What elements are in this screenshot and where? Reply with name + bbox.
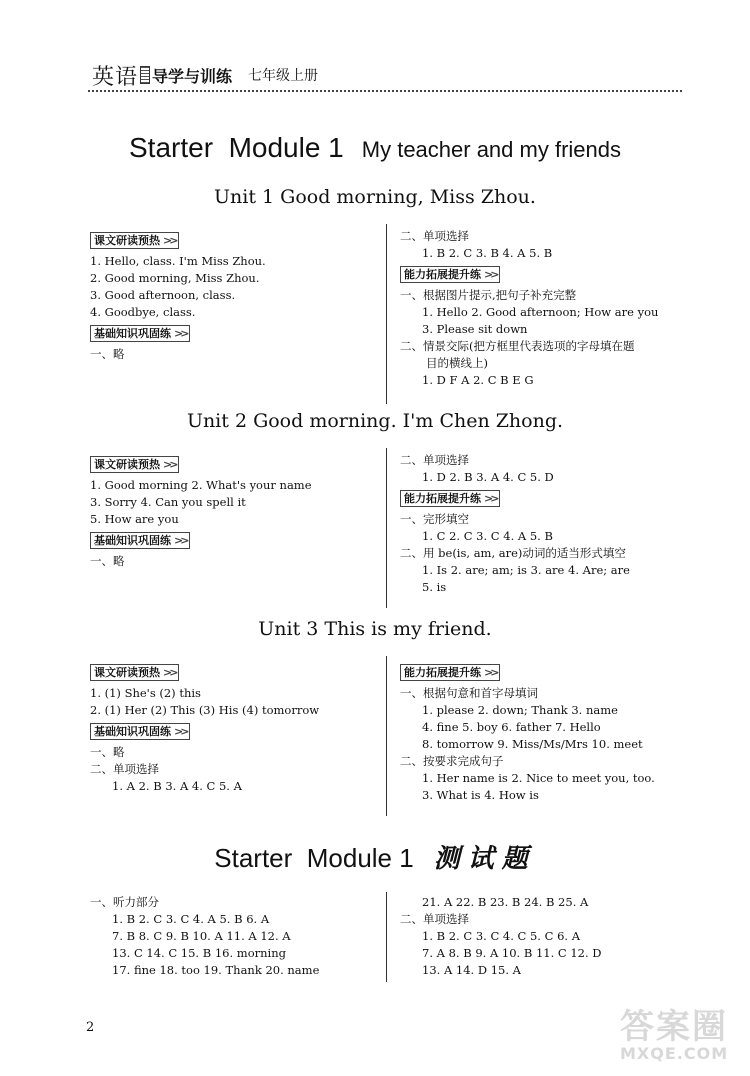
test-title-cn: 测试题 (433, 844, 536, 874)
list-item: 1. B 2. C 3. B 4. A 5. B (422, 246, 553, 260)
section-label: 基础知识巩固练 >> (90, 325, 190, 342)
list-item: 3. Please sit down (422, 322, 528, 336)
header-decoration (140, 66, 150, 84)
unit3-left (90, 660, 380, 795)
unit2-right (400, 452, 690, 596)
watermark-logo (620, 1007, 729, 1063)
list-item: 5. is (422, 580, 447, 594)
watermark-text: 答案圈 (620, 1007, 728, 1047)
list-item: 7. B 8. C 9. B 10. A 11. A 12. A (112, 929, 291, 943)
test-title (0, 838, 750, 875)
list-item: 二、单项选择 (400, 912, 469, 926)
unit1-title: Unit 1 Good morning, Miss Zhou. (214, 186, 536, 208)
list-item: 二、用 be(is, am, are)动词的适当形式填空 (400, 546, 626, 560)
section-label: 课文研读预热 >> (90, 664, 179, 681)
column-divider (386, 892, 387, 982)
unit1-left (90, 228, 380, 363)
list-item: 1. please 2. down; Thank 3. name (422, 703, 618, 717)
list-item: 一、根据句意和首字母填词 (400, 686, 538, 700)
list-item: 一、根据图片提示,把句子补充完整 (400, 288, 577, 302)
list-item: 二、单项选择 (90, 762, 159, 776)
unit3-right (400, 660, 690, 804)
column-divider (386, 656, 387, 816)
module-name: Starter Module 1 (128, 132, 344, 163)
list-item: 17. fine 18. too 19. Thank 20. name (112, 963, 320, 977)
unit2-left (90, 452, 380, 570)
list-item: 二、按要求完成句子 (400, 754, 504, 768)
section-label: 课文研读预热 >> (90, 232, 179, 249)
list-item: 1. A 2. B 3. A 4. C 5. A (112, 779, 242, 793)
list-item: 一、略 (90, 745, 125, 759)
list-item: 8. tomorrow 9. Miss/Ms/Mrs 10. meet (422, 737, 643, 751)
column-divider (386, 224, 387, 404)
list-item: 二、情景交际(把方框里代表选项的字母填在题 (400, 339, 635, 353)
list-item: 2. (1) Her (2) This (3) His (4) tomorrow (90, 703, 320, 717)
list-item: 4. fine 5. boy 6. father 7. Hello (422, 720, 601, 734)
test-right (400, 894, 690, 979)
unit2-title: Unit 2 Good morning. I'm Chen Zhong. (186, 410, 564, 432)
list-item: 21. A 22. B 23. B 24. B 25. A (422, 895, 589, 909)
unit1-right (400, 228, 690, 389)
header-series: 导学与训练 (152, 67, 233, 86)
module-subtitle: My teacher and my friends (361, 137, 621, 162)
list-item: 13. C 14. C 15. B 16. morning (112, 946, 286, 960)
section-label: 基础知识巩固练 >> (90, 723, 190, 740)
list-item: 1. C 2. C 3. C 4. A 5. B (422, 529, 553, 543)
list-item: 1. Hello, class. I'm Miss Zhou. (90, 254, 266, 268)
list-item: 1. B 2. C 3. C 4. C 5. C 6. A (422, 929, 580, 943)
list-item: 1. D 2. B 3. A 4. C 5. D (422, 470, 554, 484)
list-item: 1. B 2. C 3. C 4. A 5. B 6. A (112, 912, 270, 926)
list-item: 1. Her name is 2. Nice to meet you, too. (422, 771, 655, 785)
list-item: 二、单项选择 (400, 453, 469, 467)
test-module-name: Starter Module 1 (214, 843, 414, 873)
list-item: 1. (1) She's (2) this (90, 686, 201, 700)
list-item: 13. A 14. D 15. A (422, 963, 521, 977)
list-item: 3. Good afternoon, class. (90, 288, 236, 302)
list-item: 7. A 8. B 9. A 10. B 11. C 12. D (422, 946, 602, 960)
list-item: 3. What is 4. How is (422, 788, 539, 802)
list-item: 1. D F A 2. C B E G (422, 373, 534, 387)
section-label: 能力拓展提升练 >> (400, 266, 500, 283)
section-label: 基础知识巩固练 >> (90, 532, 190, 549)
section-label: 能力拓展提升练 >> (400, 490, 500, 507)
header-divider (88, 90, 682, 92)
list-item: 1. Is 2. are; am; is 3. are 4. Are; are (422, 563, 630, 577)
test-left (90, 894, 380, 979)
list-item: 1. Good morning 2. What's your name (90, 478, 312, 492)
header-grade: 七年级上册 (248, 68, 318, 84)
section-label: 课文研读预热 >> (90, 456, 179, 473)
watermark-url: MXQE.COM (620, 1044, 729, 1063)
list-item: 一、完形填空 (400, 512, 469, 526)
list-item: 一、略 (90, 554, 125, 568)
list-item: 3. Sorry 4. Can you spell it (90, 495, 246, 509)
list-item: 4. Goodbye, class. (90, 305, 196, 319)
list-item: 二、单项选择 (400, 229, 469, 243)
list-item: 一、听力部分 (90, 895, 159, 909)
page-number: 2 (86, 1020, 95, 1035)
header-subject: 英语 (92, 65, 139, 90)
list-item: 一、略 (90, 347, 125, 361)
module-title (0, 132, 750, 164)
section-label: 能力拓展提升练 >> (400, 664, 500, 681)
column-divider (386, 448, 387, 608)
unit3-title: Unit 3 This is my friend. (258, 618, 492, 640)
list-item: 2. Good morning, Miss Zhou. (90, 271, 260, 285)
list-item: 5. How are you (90, 512, 179, 526)
list-item: 1. Hello 2. Good afternoon; How are you (422, 305, 659, 319)
list-item: 目的横线上) (426, 356, 488, 370)
